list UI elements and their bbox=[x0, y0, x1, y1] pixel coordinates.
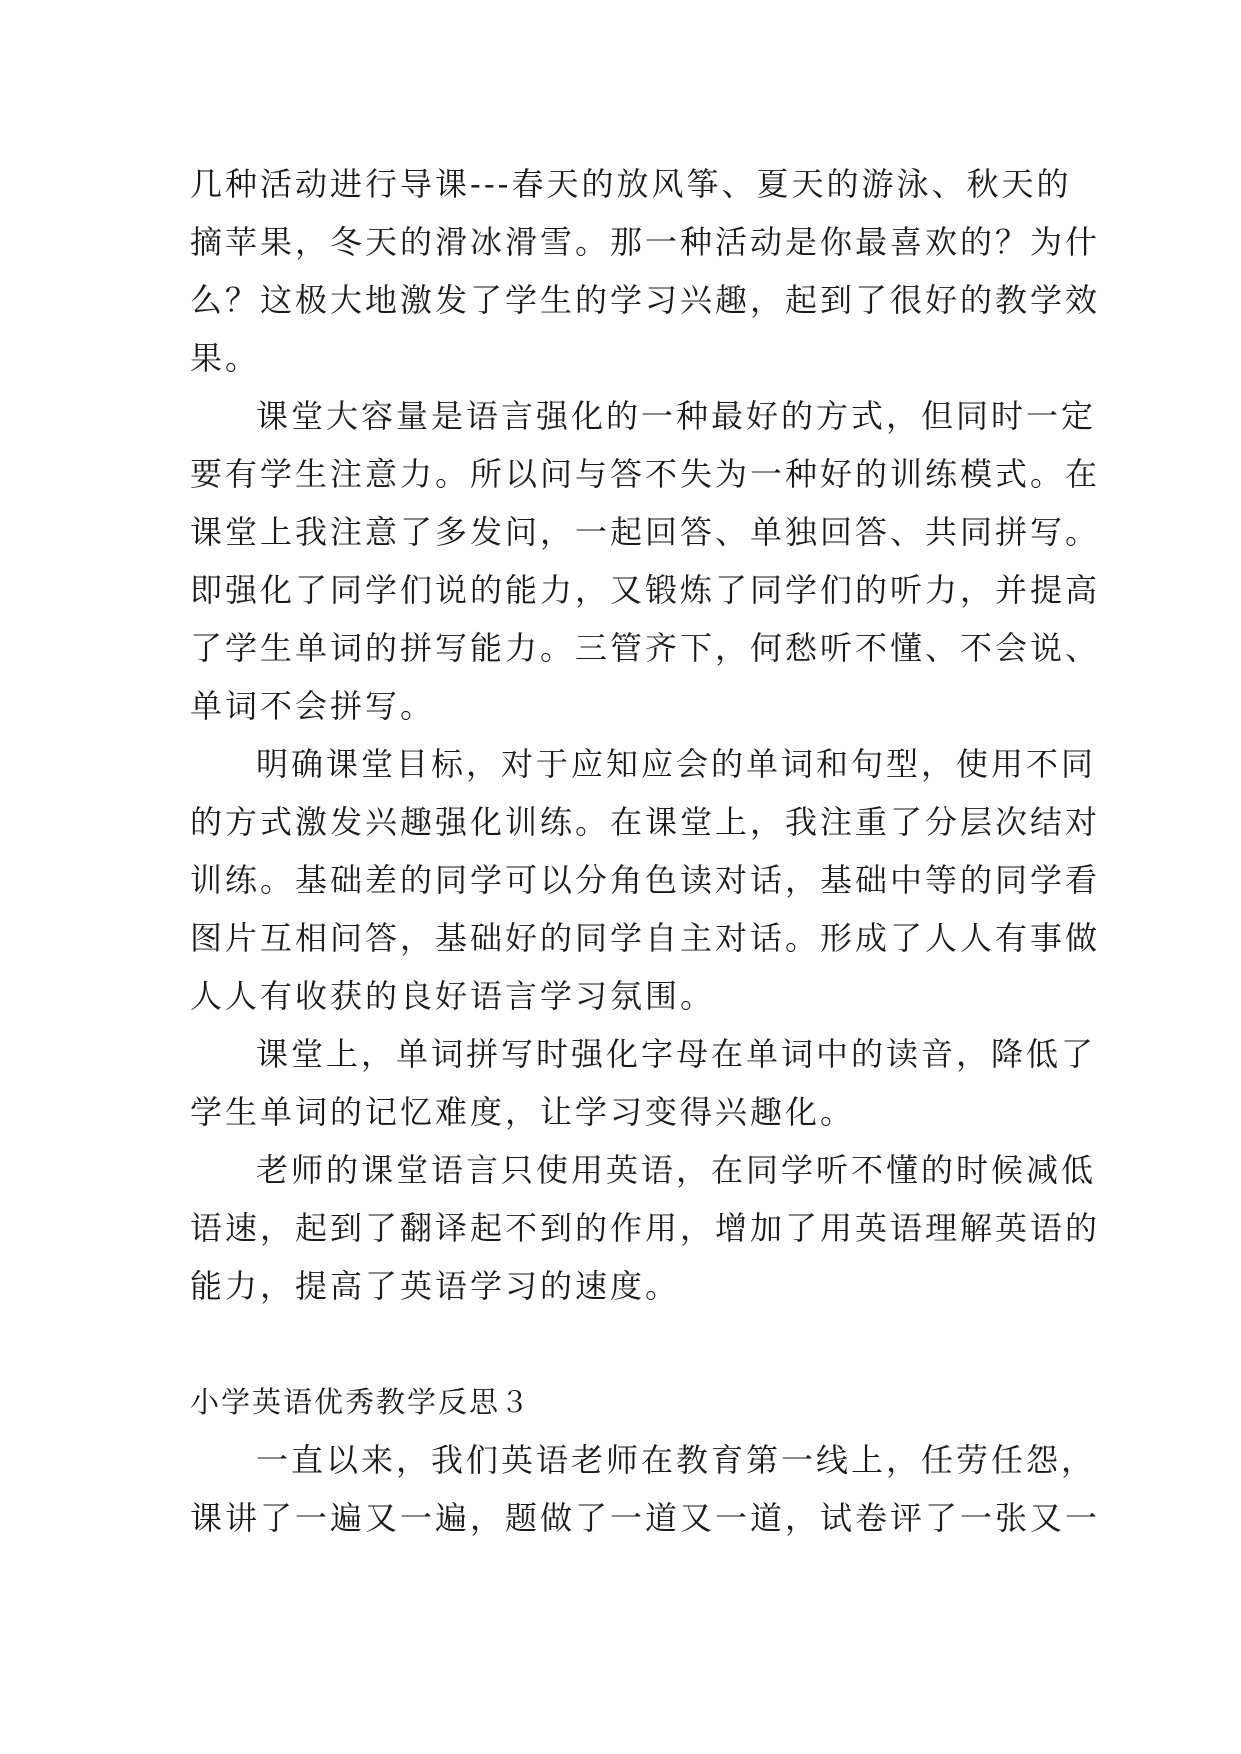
text-line: 即强化了同学们说的能力，又锻炼了同学们的听力，并提高 bbox=[190, 571, 1101, 609]
text-line: 课讲了一遍又一遍，题做了一道又一道，试卷评了一张又一 bbox=[190, 1499, 1101, 1537]
text-line: 图片互相问答，基础好的同学自主对话。形成了人人有事做 bbox=[190, 919, 1101, 957]
text-line: 课堂上我注意了多发问，一起回答、单独回答、共同拼写。 bbox=[190, 513, 1101, 551]
paragraph bbox=[190, 1141, 1101, 1315]
text-line: 单词不会拼写。 bbox=[190, 687, 436, 725]
text-line: 课堂大容量是语言强化的一种最好的方式，但同时一定 bbox=[256, 397, 1097, 435]
text-line: 老师的课堂语言只使用英语，在同学听不懂的时候减低 bbox=[256, 1151, 1097, 1189]
paragraph bbox=[190, 1431, 1101, 1547]
text-line: 果。 bbox=[190, 339, 261, 377]
document-body bbox=[190, 155, 1101, 1547]
text-line: 训练。基础差的同学可以分角色读对话，基础中等的同学看 bbox=[190, 861, 1101, 899]
paragraph bbox=[190, 155, 1101, 387]
section-spacer bbox=[190, 1315, 1060, 1373]
paragraph bbox=[190, 387, 1101, 735]
text-line: 语速，起到了翻译起不到的作用，增加了用英语理解英语的 bbox=[190, 1209, 1101, 1247]
text-line: 要有学生注意力。所以问与答不失为一种好的训练模式。在 bbox=[190, 455, 1101, 493]
text-line: 了学生单词的拼写能力。三管齐下，何愁听不懂、不会说、 bbox=[190, 629, 1101, 667]
section-heading: 小学英语优秀教学反思３ bbox=[190, 1385, 532, 1419]
text-line: 几种活动进行导课---春天的放风筝、夏天的游泳、秋天的 bbox=[190, 165, 1072, 203]
text-line: 学生单词的记忆难度，让学习变得兴趣化。 bbox=[190, 1093, 856, 1131]
text-line: 能力，提高了英语学习的速度。 bbox=[190, 1267, 681, 1305]
text-line: 的方式激发兴趣强化训练。在课堂上，我注重了分层次结对 bbox=[190, 803, 1101, 841]
text-line: 课堂上，单词拼写时强化字母在单词中的读音，降低了 bbox=[256, 1035, 1097, 1073]
text-line: 一直以来，我们英语老师在教育第一线上，任劳任怨， bbox=[256, 1441, 1097, 1479]
paragraph bbox=[190, 1025, 1097, 1141]
text-line: 人人有收获的良好语言学习氛围。 bbox=[190, 977, 716, 1015]
text-line: 摘苹果，冬天的滑冰滑雪。那一种活动是你最喜欢的？为什 bbox=[190, 223, 1101, 261]
text-line: 么？这极大地激发了学生的学习兴趣，起到了很好的教学效 bbox=[190, 281, 1101, 319]
paragraph bbox=[190, 735, 1101, 1025]
text-line: 明确课堂目标，对于应知应会的单词和句型，使用不同 bbox=[256, 745, 1097, 783]
